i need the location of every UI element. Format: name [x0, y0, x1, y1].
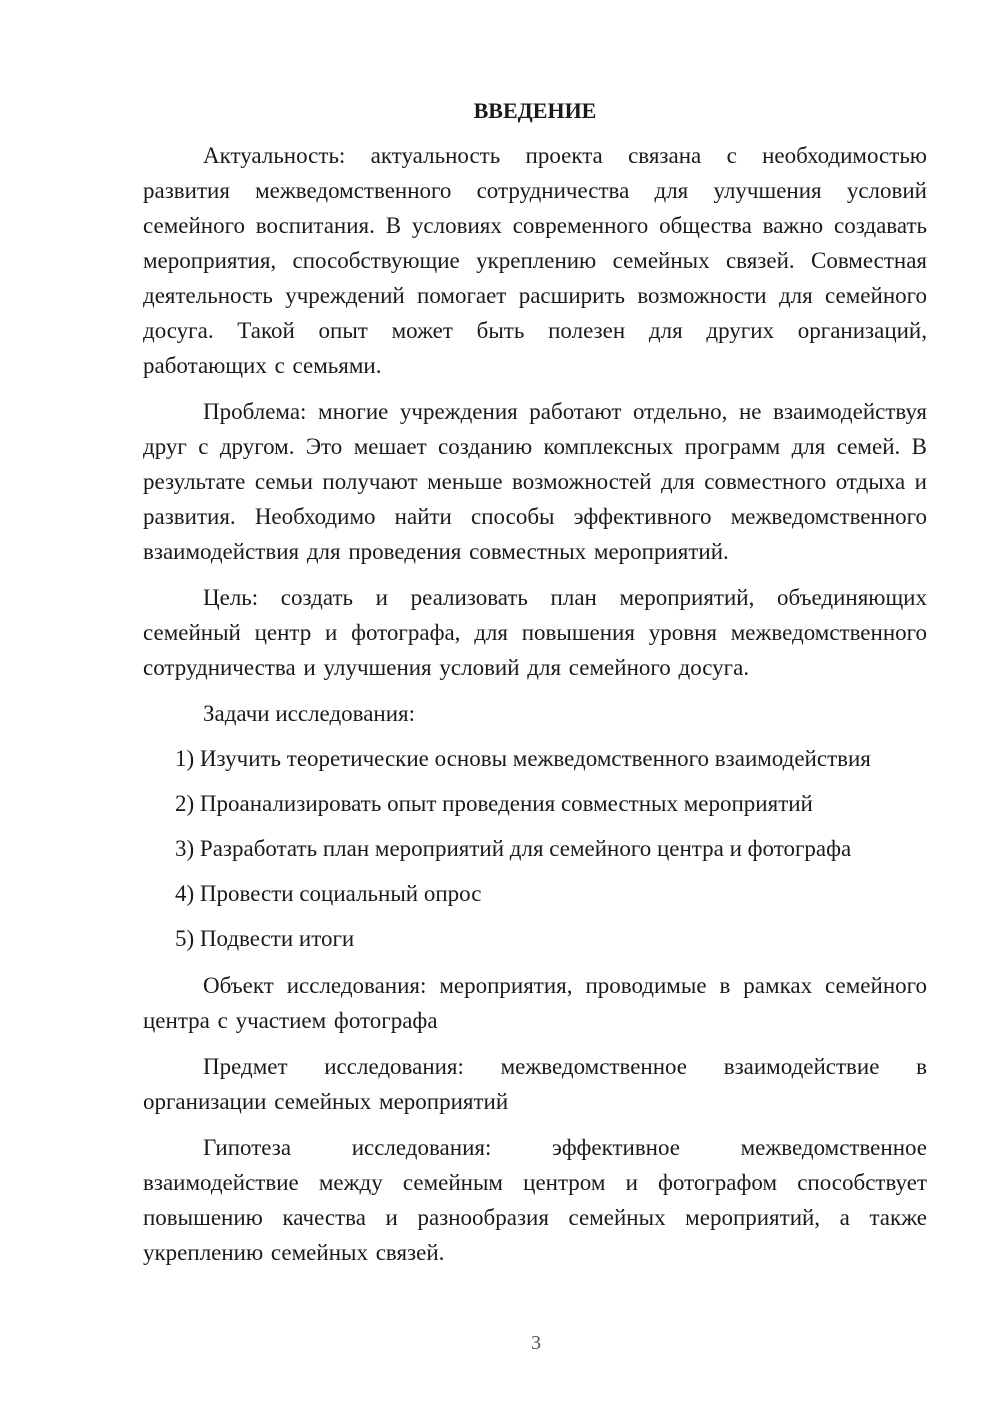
task-item-4: 4) Провести социальный опрос — [175, 881, 482, 906]
tasks-list — [143, 741, 927, 956]
paragraph-hypothesis: Гипотеза исследования: эффективное межведомственное взаимодействие между семейным центром и фотографом способствует повышению качества и разнообразия семейных мероприятий, а также укреплению семейных связей. — [143, 1135, 927, 1265]
task-item-3: 3) Разработать план мероприятий для семейного центра и фотографа — [175, 836, 852, 861]
paragraph-relevance: Актуальность: актуальность проекта связана с необходимостью развития межведомственного сотрудничества для улучшения условий семейного воспитания. В условиях современного общества важно создавать мероприятия, способствующие укреплению семейных связей. Совместная деятельность учреждений помогает расширить возможности для семейного досуга. Такой опыт может быть полезен для других организаций, работающих с семьями. — [143, 143, 927, 378]
task-item-5: 5) Подвести итоги — [175, 926, 355, 951]
section-title: ВВЕДЕНИЕ — [473, 98, 597, 123]
task-item-2: 2) Проанализировать опыт проведения совместных мероприятий — [175, 791, 813, 816]
paragraph-goal: Цель: создать и реализовать план мероприятий, объединяющих семейный центр и фотографа, для повышения уровня межведомственного сотрудничества и улучшения условий для семейного досуга. — [143, 585, 927, 680]
page-number: 3 — [531, 1332, 541, 1354]
paragraph-problem: Проблема: многие учреждения работают отдельно, не взаимодействуя друг с другом. Это мешает созданию комплексных программ для семей. В результате семьи получают меньше возможностей для совместного отдыха и развития. Необходимо найти способы эффективного межведомственного взаимодействия для проведения совместных мероприятий. — [143, 399, 927, 564]
task-item-1: 1) Изучить теоретические основы межведомственного взаимодействия — [175, 746, 871, 771]
paragraph-object: Объект исследования: мероприятия, проводимые в рамках семейного центра с участием фотографа — [143, 973, 927, 1033]
paragraph-subject: Предмет исследования: межведомственное взаимодействие в организации семейных мероприятий — [143, 1054, 927, 1114]
page-content — [143, 96, 927, 1281]
tasks-heading: Задачи исследования: — [203, 701, 416, 726]
